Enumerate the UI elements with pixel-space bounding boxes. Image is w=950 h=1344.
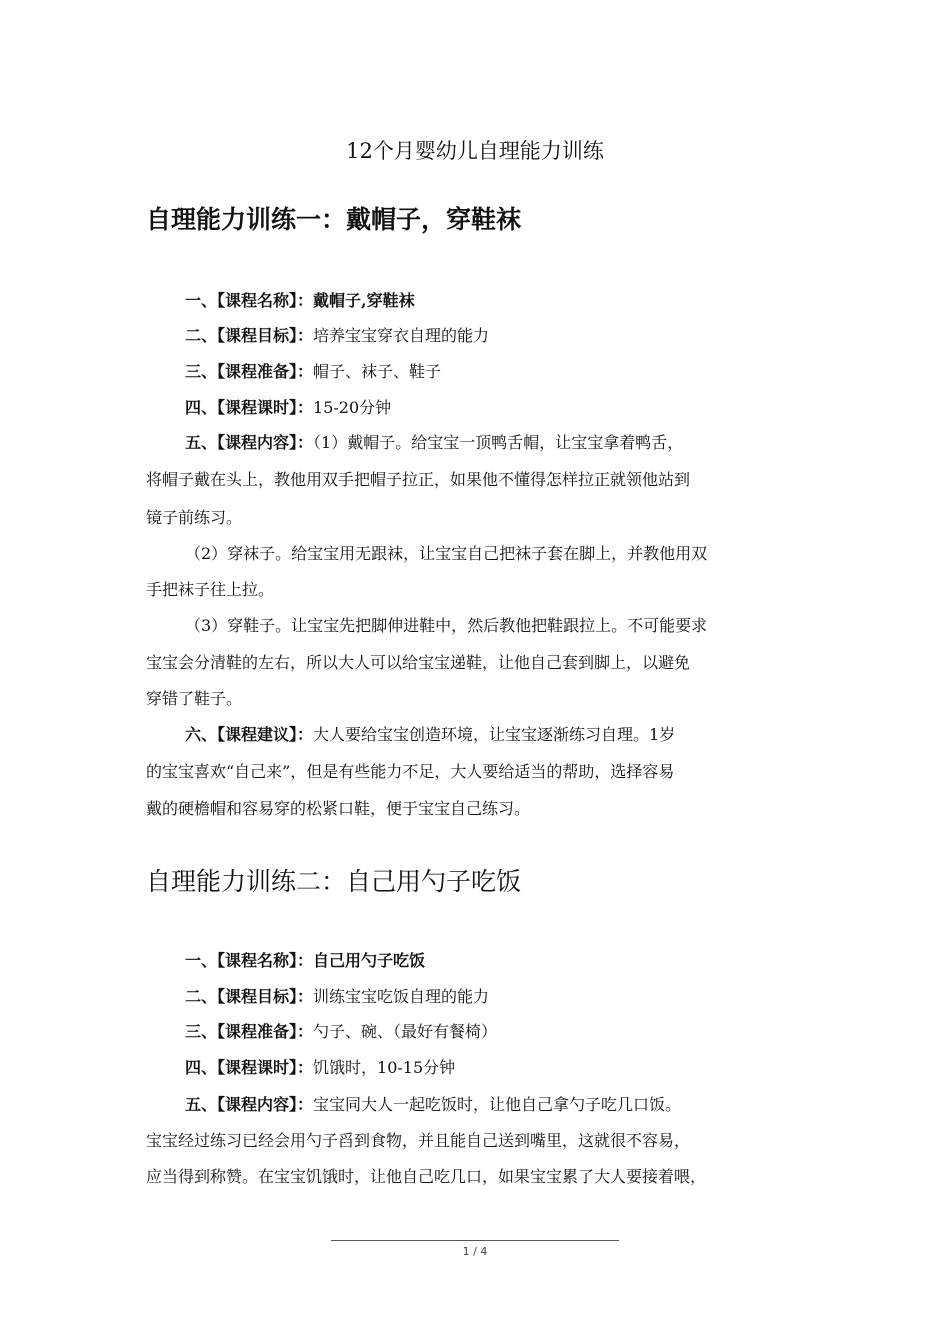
paragraph-line: 的宝宝喜欢“自己来”，但是有些能力不足，大人要给适当的帮助，选择容易 <box>146 762 675 781</box>
item-label: 五、【课程内容】： <box>185 433 314 452</box>
s2-course-goal <box>185 984 489 1010</box>
s1-course-duration <box>185 395 391 421</box>
item-label: 二、【课程目标】： <box>185 326 314 345</box>
paragraph-line: （3）穿鞋子。让宝宝先把脚伸进鞋中，然后教他把鞋跟拉上。不可能要求 <box>185 616 708 635</box>
paragraph-line: 应当得到称赞。在宝宝饥饿时，让他自己吃几口，如果宝宝累了大人要接着喂， <box>146 1167 707 1186</box>
s2-course-duration <box>185 1055 455 1081</box>
item-label: 六、【课程建议】： <box>185 725 314 744</box>
footer-divider <box>331 1240 619 1241</box>
section-1-heading: 自理能力训练一：戴帽子，穿鞋袜 <box>146 205 522 234</box>
item-value: 戴帽子,穿鞋袜 <box>313 291 415 310</box>
item-label: 一、【课程名称】： <box>185 951 314 970</box>
paragraph-line: 将帽子戴在头上，教他用双手把帽子拉正，如果他不懂得怎样拉正就领他站到 <box>146 470 691 489</box>
item-value: 帽子、袜子、鞋子 <box>313 362 442 381</box>
item-value: 15-20分钟 <box>313 398 392 417</box>
paragraph-line: 穿错了鞋子。 <box>146 689 243 708</box>
s2-course-prep <box>185 1019 497 1045</box>
paragraph-line: （2）穿袜子。给宝宝用无跟袜，让宝宝自己把袜子套在脚上，并教他用双 <box>185 544 708 563</box>
item-value: 训练宝宝吃饭自理的能力 <box>313 987 490 1006</box>
s1-course-advice <box>185 722 675 748</box>
paragraph-line: 宝宝经过练习已经会用勺子舀到食物，并且能自己送到嘴里，这就很不容易， <box>146 1131 691 1150</box>
s1-course-goal <box>185 323 489 349</box>
item-label: 四、【课程课时】： <box>185 1058 314 1077</box>
paragraph-line: 戴的硬檐帽和容易穿的松紧口鞋，便于宝宝自己练习。 <box>146 799 531 818</box>
item-value: 勺子、碗、（最好有餐椅） <box>313 1022 498 1041</box>
item-label: 三、【课程准备】： <box>185 362 314 381</box>
item-value: 宝宝同大人一起吃饭时，让他自己拿勺子吃几口饭。 <box>313 1095 682 1114</box>
page-number: 1 / 4 <box>462 1245 488 1258</box>
s1-course-name <box>185 288 415 314</box>
item-label: 一、【课程名称】： <box>185 291 314 310</box>
item-value: （1）戴帽子。给宝宝一顶鸭舌帽，让宝宝拿着鸭舌， <box>313 433 684 452</box>
s2-course-content <box>185 1092 681 1118</box>
item-value: 大人要给宝宝创造环境，让宝宝逐渐练习自理。1岁 <box>313 725 676 744</box>
s1-course-prep <box>185 359 441 385</box>
item-label: 四、【课程课时】： <box>185 398 314 417</box>
s1-course-content <box>185 430 683 456</box>
section-2-heading: 自理能力训练二：自己用勺子吃饭 <box>146 867 522 896</box>
item-label: 三、【课程准备】： <box>185 1022 314 1041</box>
s2-course-name <box>185 948 425 974</box>
item-label: 二、【课程目标】： <box>185 987 314 1006</box>
item-value: 饥饿时，10-15分钟 <box>313 1058 456 1077</box>
document-title: 12个月婴幼儿自理能力训练 <box>346 139 604 163</box>
item-value: 培养宝宝穿衣自理的能力 <box>313 326 490 345</box>
item-label: 五、【课程内容】： <box>185 1095 314 1114</box>
paragraph-line: 手把袜子往上拉。 <box>146 580 275 599</box>
item-value: 自己用勺子吃饭 <box>313 951 426 970</box>
paragraph-line: 镜子前练习。 <box>146 508 243 527</box>
paragraph-line: 宝宝会分清鞋的左右，所以大人可以给宝宝递鞋，让他自己套到脚上，以避免 <box>146 653 691 672</box>
